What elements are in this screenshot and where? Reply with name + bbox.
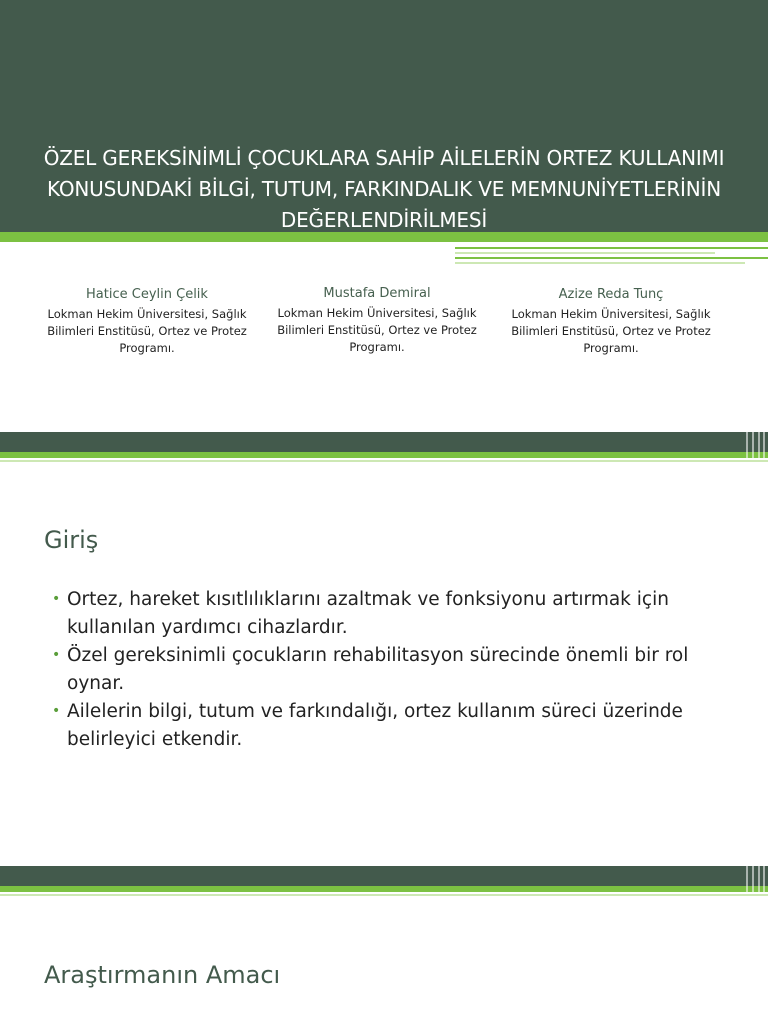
slide-title: ÖZEL GEREKSİNİMLİ ÇOCUKLARA SAHİP AİLELERİN ORTEZ KULLANIMI KONUSUNDAKİ BİLGİ, TUTUM, FARKINDALIK VE MEMNUNİYETLERİNİN DEĞERLENDİRİLMESİ [43, 146, 725, 232]
header-band [0, 432, 768, 452]
title-slide [0, 0, 768, 418]
decor-vline [758, 432, 760, 460]
decor-line [455, 252, 715, 254]
header-accent-stripe [0, 452, 768, 458]
bullet-icon: • [52, 703, 61, 719]
decor-line [455, 257, 768, 259]
author-affiliation: Lokman Hekim Üniversitesi, Sağlık Bilimleri Enstitüsü, Ortez ve Protez Programı. [47, 307, 247, 355]
intro-slide [0, 432, 768, 852]
decor-line [455, 247, 768, 249]
section-heading: Giriş [44, 526, 99, 554]
list-item [52, 586, 732, 641]
decor-vline [763, 866, 765, 894]
decor-vline [763, 432, 765, 460]
bullet-text: Özel gereksinimli çocukların rehabilitasyon sürecinde önemli bir rol oynar. [67, 645, 689, 694]
decor-line [0, 894, 768, 896]
author-affiliation: Lokman Hekim Üniversitesi, Sağlık Bilimleri Enstitüsü, Ortez ve Protez Programı. [277, 306, 477, 354]
bullet-text: Ortez, hareket kısıtlılıklarını azaltmak ve fonksiyonu artırmak için kullanılan yardımcı cihazlardır. [67, 589, 669, 638]
decor-vline [746, 866, 748, 894]
bullet-text: Ailelerin bilgi, tutum ve farkındalığı, ortez kullanım süreci üzerinde belirleyici etkendir. [67, 701, 683, 750]
header-accent-stripe [0, 886, 768, 892]
bullet-list [52, 586, 732, 754]
author-card [37, 286, 257, 357]
author-card [501, 286, 721, 357]
title-accent-stripe [0, 232, 768, 242]
author-name: Azize Reda Tunç [558, 287, 664, 302]
decor-line [0, 460, 768, 462]
author-name: Mustafa Demiral [323, 286, 431, 301]
header-band [0, 866, 768, 886]
decor-vline [758, 866, 760, 894]
decor-vline [746, 432, 748, 460]
decor-line [455, 262, 745, 264]
bullet-icon: • [52, 647, 61, 663]
aim-slide [0, 866, 768, 1024]
bullet-icon: • [52, 591, 61, 607]
decor-vline [752, 432, 754, 460]
list-item [52, 642, 732, 697]
list-item [52, 698, 732, 753]
author-name: Hatice Ceylin Çelik [86, 287, 208, 302]
author-card [267, 285, 487, 356]
author-affiliation: Lokman Hekim Üniversitesi, Sağlık Bilimleri Enstitüsü, Ortez ve Protez Programı. [511, 307, 711, 355]
section-heading: Araştırmanın Amacı [44, 961, 281, 989]
decor-vline [752, 866, 754, 894]
